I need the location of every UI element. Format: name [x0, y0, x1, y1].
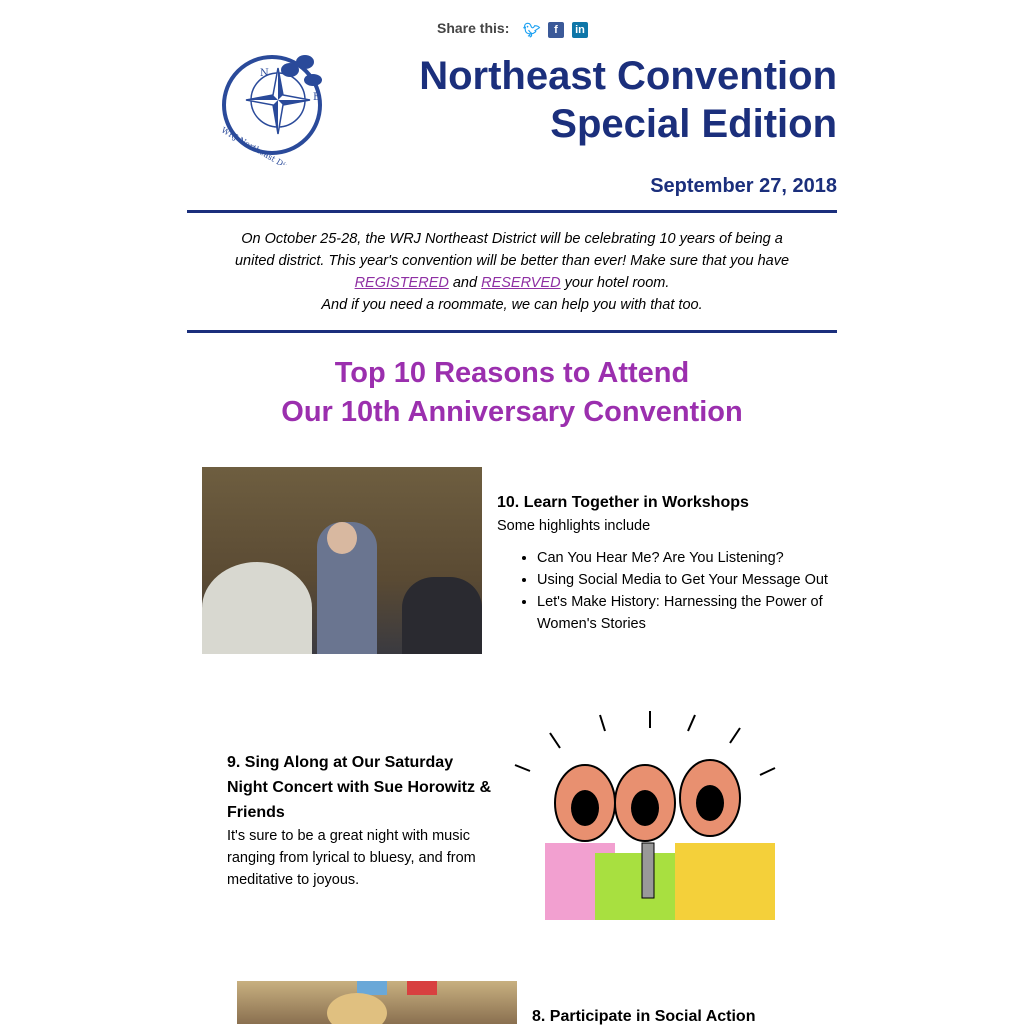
headline-line-1: Top 10 Reasons to Attend	[334, 357, 690, 389]
intro-text: your hotel room.	[560, 275, 670, 291]
reason-text: Some highlights include	[497, 518, 651, 534]
reason-8	[532, 1004, 832, 1029]
headline-line-2: Our 10th Anniversary Convention	[281, 396, 743, 428]
reason-text: It's sure to be a great night with music ranging from lyrical to bluesy, and from meditative to joyous.	[227, 828, 476, 888]
divider	[187, 330, 837, 333]
twitter-icon[interactable]: 🐦︎	[523, 22, 541, 38]
workshop-photo	[202, 467, 482, 654]
title-line-1: Northeast Convention	[419, 54, 837, 98]
svg-text:N: N	[260, 68, 269, 79]
registered-link[interactable]: REGISTERED	[354, 275, 449, 291]
list-item: • Let's Make History: Harnessing the Power of Women's Stories	[537, 591, 837, 635]
title-line-2: Special Edition	[550, 102, 837, 146]
list-item: • Using Social Media to Get Your Message Out	[537, 569, 837, 591]
intro-text: and	[448, 275, 482, 291]
svg-text:E: E	[313, 92, 321, 103]
singers-illustration	[505, 703, 787, 920]
reason-10	[497, 490, 837, 635]
section-headline	[187, 354, 837, 432]
intro-text: And if you need a roommate, we can help you with that too.	[321, 297, 703, 313]
share-label: Share this:	[437, 20, 510, 36]
list-item: • Can You Hear Me? Are You Listening?	[537, 547, 837, 569]
issue-date: September 27, 2018	[650, 175, 837, 197]
intro-paragraph	[187, 228, 837, 316]
linkedin-icon[interactable]: in	[572, 22, 588, 38]
facebook-icon[interactable]: f	[548, 22, 564, 38]
reserved-link[interactable]: RESERVED	[481, 275, 561, 291]
reason-title: 10. Learn Together in Workshops	[497, 494, 749, 511]
social-action-photo	[237, 981, 517, 1024]
reason-9	[227, 750, 492, 891]
workshop-list	[497, 547, 837, 635]
svg-text:WRJ Northeast District: WRJ Northeast District	[219, 125, 306, 165]
intro-text: On October 25-28, the WRJ Northeast District will be celebrating 10 years of being a united district. This year's convention will be better than ever! Make sure that you have	[234, 231, 790, 269]
newsletter-title	[419, 52, 837, 148]
wrj-logo	[210, 50, 335, 165]
reason-title: 9. Sing Along at Our Saturday Night Concert with Sue Horowitz & Friends	[227, 754, 491, 821]
reason-title: 8. Participate in Social Action	[532, 1008, 756, 1025]
divider	[187, 210, 837, 213]
